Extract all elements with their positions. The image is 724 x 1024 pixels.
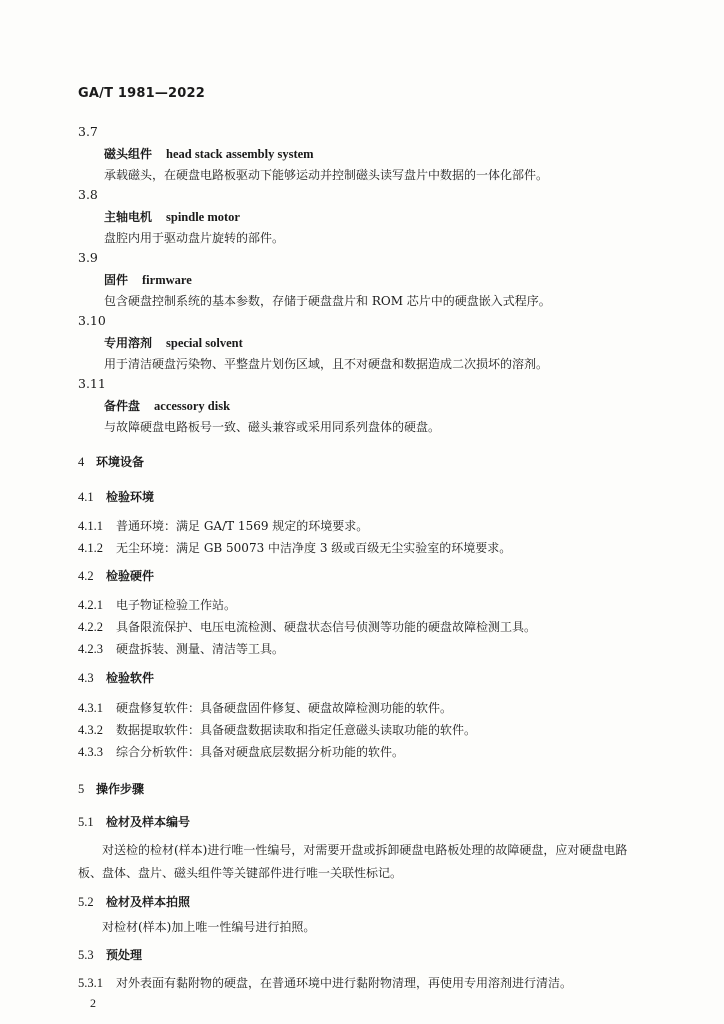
term-zh: 专用溶剂 [104,336,153,350]
term-title [104,271,192,288]
term-en: spindle motor [166,210,240,224]
term-title [104,397,230,414]
clause-number: 4.3.3 [78,745,103,759]
subsection-heading [78,813,190,830]
clause-number: 4.2.2 [78,620,103,634]
term-en: firmware [142,273,192,287]
term-zh: 固件 [104,273,129,287]
clause-number: 5.3.1 [78,976,103,990]
subsection-heading [78,567,154,584]
page-number: 2 [90,996,96,1010]
clause-text: 无尘环境：满足 GB 50073 中洁净度 3 级或百级无尘实验室的环境要求。 [116,541,512,555]
subsection-title: 检验软件 [106,671,155,685]
standard-header: GA/T 1981—2022 [78,86,206,101]
subsection-number: 5.3 [78,948,94,962]
subsection-title: 检材及样本拍照 [106,895,191,909]
subsection-title: 预处理 [106,948,143,962]
term-zh: 磁头组件 [104,147,153,161]
clause-number: 4.3.1 [78,701,103,715]
section-number: 4 [78,455,85,469]
term-number: 3.7 [78,124,98,139]
clause-text: 对外表面有黏附物的硬盘，在普通环境中进行黏附物清理，再使用专用溶剂进行清洁。 [116,976,573,990]
clause [78,743,404,760]
subsection-title: 检验环境 [106,490,155,504]
clause-text: 硬盘拆装、测量、清洁等工具。 [116,642,285,656]
section-number: 5 [78,782,85,796]
clause-text: 硬盘修复软件：具备硬盘固件修复、硬盘故障检测功能的软件。 [116,701,453,715]
subsection-heading [78,669,154,686]
term-en: accessory disk [154,399,231,413]
term-title [104,334,243,351]
clause-text: 综合分析软件：具备对硬盘底层数据分析功能的软件。 [116,745,405,759]
subsection-title: 检材及样本编号 [106,815,191,829]
clause [78,539,511,556]
subsection-heading [78,893,190,910]
term-en: special solvent [166,336,243,350]
section-heading [78,453,144,470]
clause-text: 数据提取软件：具备硬盘数据读取和指定任意磁头读取功能的软件。 [116,723,477,737]
clause-number: 4.1.1 [78,519,103,533]
clause [78,640,284,657]
term-zh: 主轴电机 [104,210,153,224]
subsection-number: 5.2 [78,895,94,909]
clause-text: 普通环境：满足 GA/T 1569 规定的环境要求。 [116,519,369,533]
subsection-number: 4.2 [78,569,94,583]
clause-number: 4.2.3 [78,642,103,656]
term-definition: 盘腔内用于驱动盘片旋转的部件。 [104,231,285,245]
clause-text: 电子物证检验工作站。 [116,598,237,612]
term-definition: 用于清洁硬盘污染物、平整盘片划伤区域，且不对硬盘和数据造成二次损坏的溶剂。 [104,357,549,371]
term-definition: 承载磁头，在硬盘电路板驱动下能够运动并控制磁头读写盘片中数据的一体化部件。 [104,168,549,182]
clause-text: 具备限流保护、电压电流检测、硬盘状态信号侦测等功能的硬盘故障检测工具。 [116,620,537,634]
term-definition: 与故障硬盘电路板号一致、磁头兼容或采用同系列盘体的硬盘。 [104,420,441,434]
term-definition: 包含硬盘控制系统的基本参数，存储于硬盘盘片和 ROM 芯片中的硬盘嵌入式程序。 [104,294,551,308]
clause [78,517,368,534]
clause [78,974,572,991]
term-number: 3.8 [78,187,98,202]
subsection-title: 检验硬件 [106,569,155,583]
subsection-number: 4.1 [78,490,94,504]
clause-number: 4.2.1 [78,598,103,612]
subsection-heading [78,946,142,963]
term-number: 3.11 [78,376,106,391]
section-heading [78,780,144,797]
paragraph: 对送检的检材(样本)进行唯一性编号，对需要开盘或拆卸硬盘电路板处理的故障硬盘，应对硬盘电路板、盘体、盘片、磁头组件等关键部件进行唯一关联性标记。 [78,843,628,880]
term-en: head stack assembly system [166,147,314,161]
term-number: 3.10 [78,313,106,328]
clause-number: 4.1.2 [78,541,103,555]
subsection-number: 5.1 [78,815,94,829]
subsection-heading [78,488,154,505]
term-zh: 备件盘 [104,399,141,413]
section-title: 操作步骤 [96,782,145,796]
clause [78,596,236,613]
section-title: 环境设备 [96,455,145,469]
term-number: 3.9 [78,250,98,265]
subsection-number: 4.3 [78,671,94,685]
term-title [104,145,314,162]
clause-number: 4.3.2 [78,723,103,737]
paragraph: 对检材(样本)加上唯一性编号进行拍照。 [102,920,316,934]
term-title [104,208,240,225]
clause [78,618,536,635]
clause [78,699,452,716]
clause [78,721,476,738]
